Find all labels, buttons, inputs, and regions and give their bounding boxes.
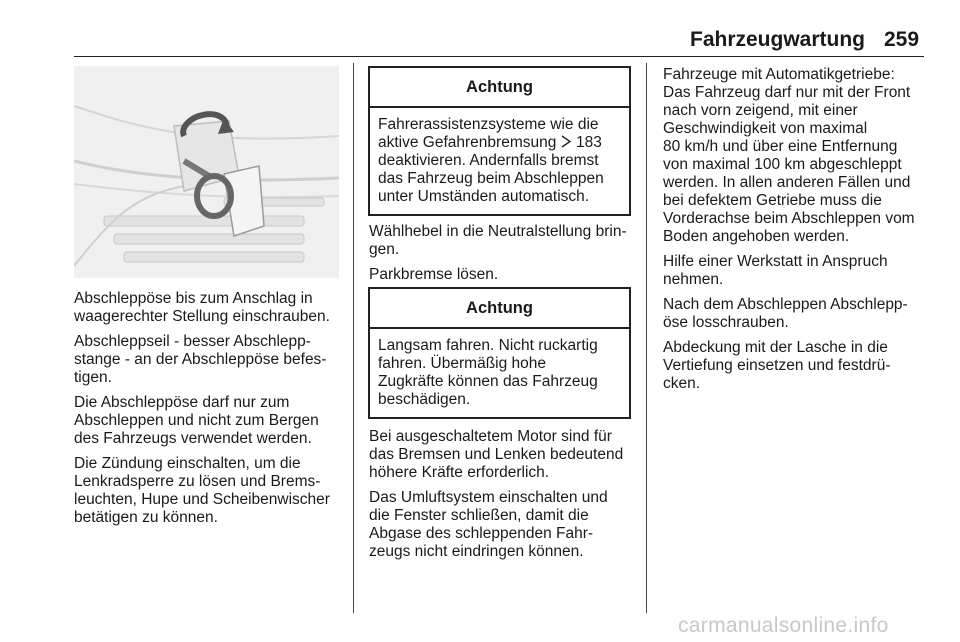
reference-arrow-icon (561, 134, 572, 151)
paragraph-unscrew: Nach dem Abschleppen Abschlepp- öse losschrauben. (663, 296, 908, 331)
paragraph-tow-rope: Abschleppseil - besser Abschlepp- stange - an der Abschleppöse befes- tigen. (74, 333, 327, 386)
paragraph-parking-brake: Parkbremse lösen. (369, 266, 499, 283)
header-rule (74, 56, 924, 57)
warning-text-end: deaktivieren. Andernfalls bremst das Fahrzeug beim Abschleppen unter Umständen automatisch. (378, 152, 604, 205)
paragraph-cover: Abdeckung mit der Lasche in die Vertiefung einsetzen und festdrü- cken. (663, 339, 891, 392)
warning-text-start: Fahrerassistenzsysteme wie die aktive Gefahrenbremsung (378, 116, 599, 151)
warning-text (370, 108, 629, 214)
column-left (74, 290, 346, 534)
warning-box-drive-slowly (368, 287, 631, 419)
warning-title: Achtung (370, 68, 629, 108)
paragraph-towing-only: Die Abschleppöse darf nur zum Abschleppen und nicht zum Bergen des Fahrzeugs verwendet werden. (74, 394, 319, 447)
warning-title: Achtung (370, 289, 629, 329)
page-number: 259 (884, 28, 920, 51)
paragraph-workshop: Hilfe einer Werkstatt in Anspruch nehmen. (663, 253, 888, 288)
towing-eye-illustration (74, 66, 339, 278)
paragraph-screw-in: Abschleppöse bis zum Anschlag in waagerechter Stellung einschrauben. (74, 290, 330, 325)
column-right (663, 66, 928, 400)
column-middle-lower (369, 428, 639, 568)
warning-box-assist-systems (368, 66, 631, 216)
paragraph-selector-lever: Wählhebel in die Neutralstellung brin- gen. (369, 223, 627, 258)
warning-text: Langsam fahren. Nicht ruckartig fahren. Übermäßig hohe Zugkräfte können das Fahrzeug beschädigen. (378, 337, 598, 408)
page-header-title: Fahrzeugwartung (690, 28, 866, 51)
towing-eye-drawing (74, 66, 339, 278)
watermark-text: carmanualsonline.info (678, 614, 889, 637)
page-reference[interactable]: 183 (575, 134, 602, 151)
column-divider-right (646, 63, 647, 613)
column-divider-left (353, 63, 354, 613)
paragraph-recirculation: Das Umluftsystem einschalten und die Fenster schließen, damit die Abgase des schleppenden Fahr- zeugs nicht eindringen können. (369, 489, 608, 560)
paragraph-engine-off: Bei ausgeschaltetem Motor sind für das Bremsen und Lenken bedeutend höhere Kräfte erforderlich. (369, 428, 624, 481)
paragraph-ignition: Die Zündung einschalten, um die Lenkradsperre zu lösen und Brems- leuchten, Hupe und Scheibenwischer betätigen zu können. (74, 455, 330, 526)
paragraph-automatic-transmission: Fahrzeuge mit Automatikgetriebe: Das Fahrzeug darf nur mit der Front nach vorn zeigend, mit einer Geschwindigkeit von maximal 80 km/h und über eine Entfernung von maximal 100 km abgeschleppt werden. In allen anderen Fällen und bei defektem Getriebe muss die Vorderachse beim Abschleppen vom Boden angehoben werden. (663, 66, 915, 245)
column-middle-upper (369, 223, 637, 291)
